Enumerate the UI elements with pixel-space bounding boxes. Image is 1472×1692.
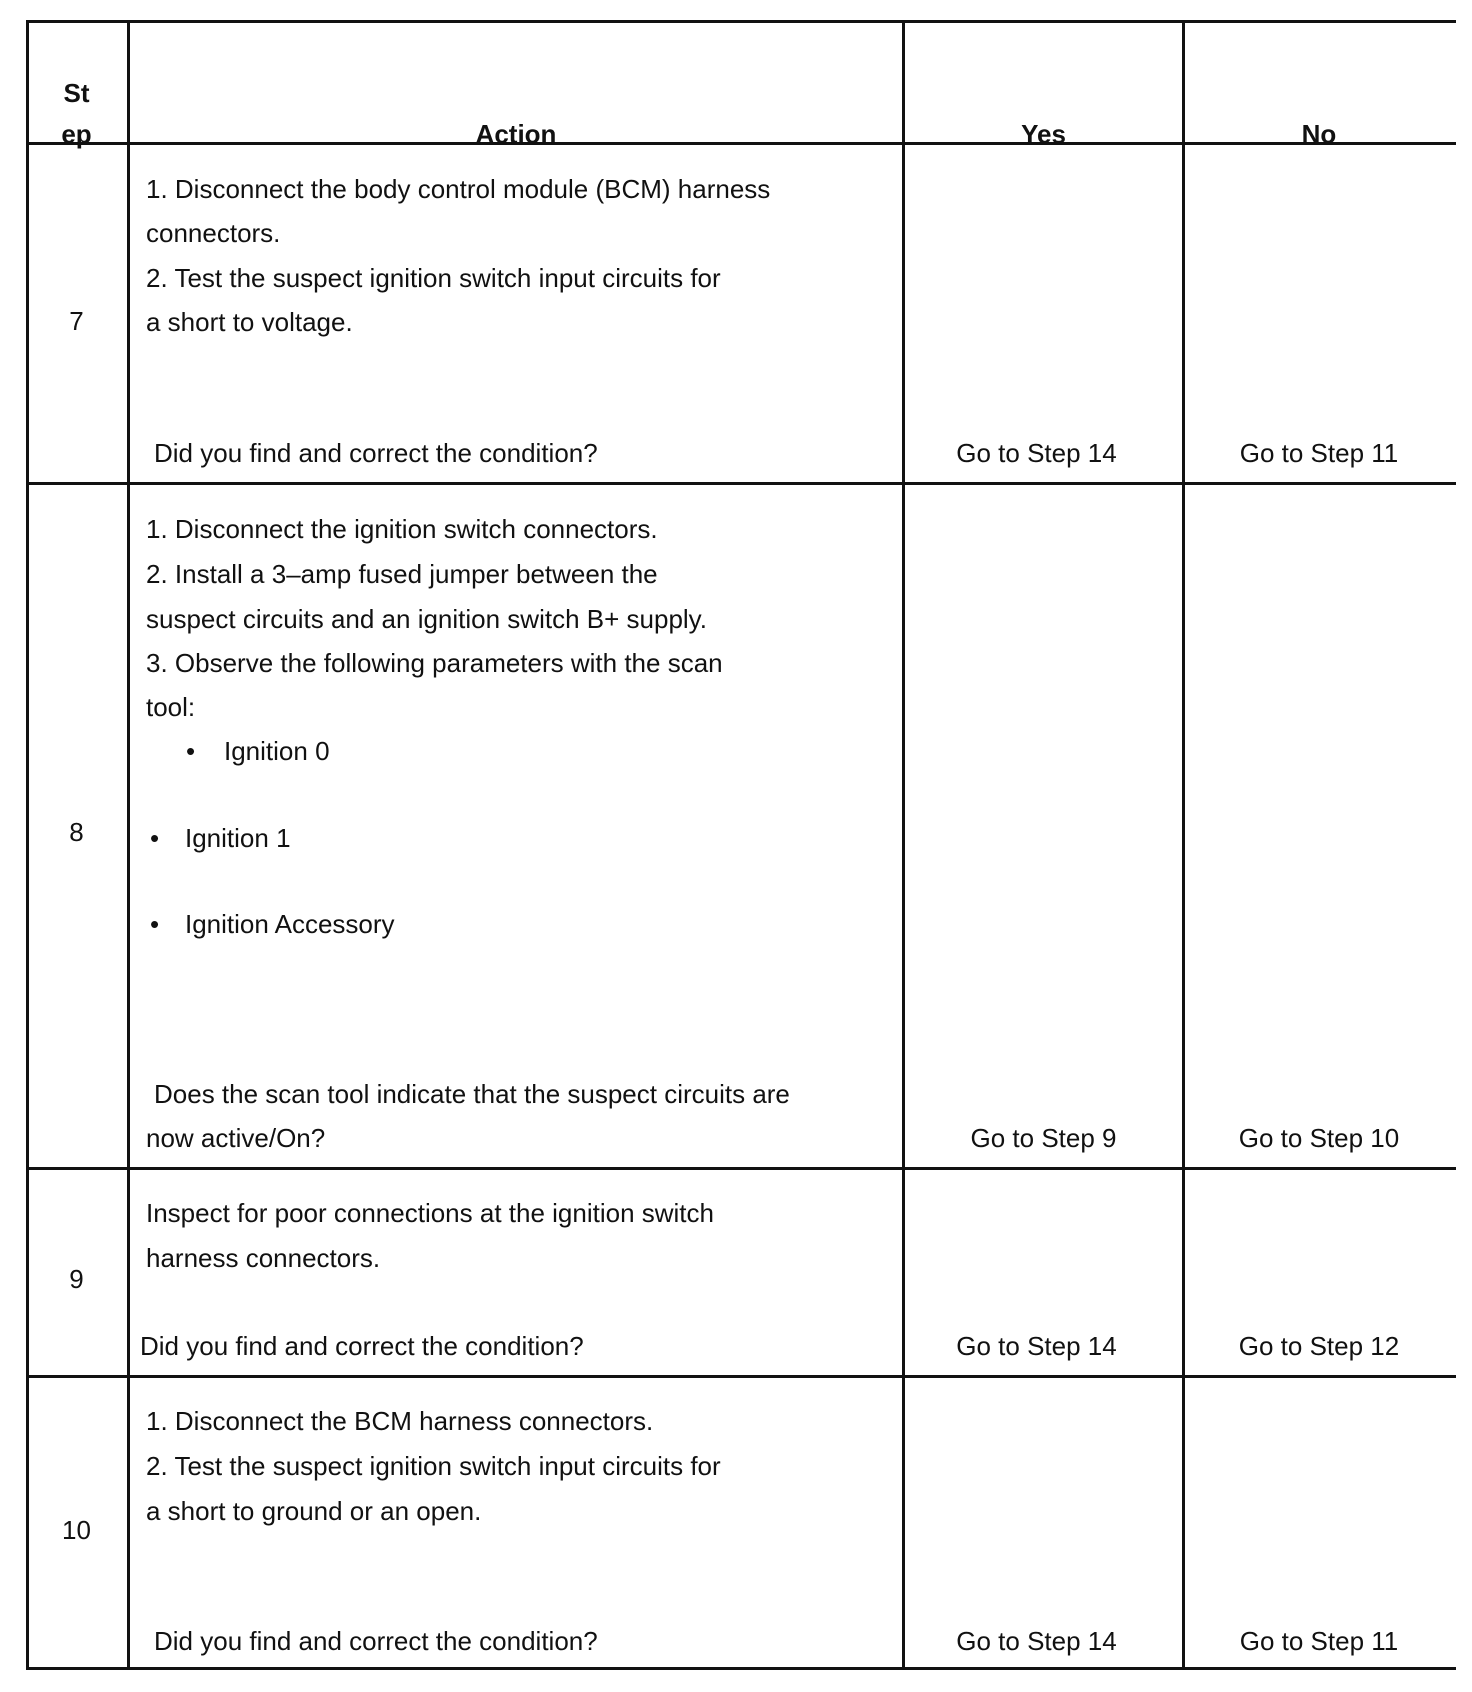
bullet-item: Ignition 0 bbox=[224, 736, 330, 766]
no-result: Go to Step 11 bbox=[1239, 1626, 1399, 1656]
action-line: 1. Disconnect the ignition switch connectors. bbox=[146, 514, 658, 544]
action-line: 1. Disconnect the body control module (BCM) harness bbox=[146, 174, 771, 204]
bullet-item: Ignition Accessory bbox=[185, 909, 395, 939]
action-line: 1. Disconnect the BCM harness connectors. bbox=[146, 1406, 654, 1436]
header-yes: Yes bbox=[1021, 119, 1066, 149]
yes-result: Go to Step 14 bbox=[956, 438, 1117, 468]
table-border-top bbox=[26, 20, 1456, 23]
column-divider bbox=[127, 20, 130, 1670]
no-result: Go to Step 12 bbox=[1238, 1331, 1400, 1361]
step-number: 8 bbox=[69, 817, 84, 847]
action-line: a short to voltage. bbox=[146, 307, 353, 337]
action-line: Inspect for poor connections at the ignition switch bbox=[146, 1198, 714, 1228]
bullet-glyph: • bbox=[186, 736, 196, 766]
column-divider bbox=[902, 20, 905, 1670]
header-action: Action bbox=[475, 119, 557, 149]
row-divider bbox=[26, 482, 1456, 485]
table-border-bottom bbox=[26, 1667, 1456, 1670]
row-divider bbox=[26, 1167, 1456, 1170]
action-line: 2. Install a 3–amp fused jumper between the bbox=[146, 559, 658, 589]
bullet-glyph: • bbox=[150, 823, 160, 853]
yes-result: Go to Step 9 bbox=[970, 1123, 1117, 1153]
no-result: Go to Step 11 bbox=[1239, 438, 1399, 468]
step-number: 9 bbox=[69, 1264, 84, 1294]
step-number: 10 bbox=[62, 1515, 91, 1545]
action-line: a short to ground or an open. bbox=[146, 1496, 482, 1526]
no-result: Go to Step 10 bbox=[1238, 1123, 1400, 1153]
action-line: 3. Observe the following parameters with the scan bbox=[146, 648, 723, 678]
header-step-line1: St bbox=[63, 78, 90, 108]
diagnostic-table bbox=[26, 20, 1456, 1670]
action-line: connectors. bbox=[146, 218, 281, 248]
action-line: harness connectors. bbox=[146, 1243, 381, 1273]
row-divider bbox=[26, 1375, 1456, 1378]
action-line: 2. Test the suspect ignition switch input circuits for bbox=[146, 263, 721, 293]
action-question: Did you find and correct the condition? bbox=[140, 1331, 584, 1361]
action-line: suspect circuits and an ignition switch B+ supply. bbox=[146, 604, 707, 634]
column-divider bbox=[1182, 20, 1185, 1670]
header-no: No bbox=[1301, 119, 1337, 149]
action-question-line: now active/On? bbox=[146, 1123, 326, 1153]
action-line: 2. Test the suspect ignition switch input circuits for bbox=[146, 1451, 721, 1481]
step-number: 7 bbox=[69, 306, 84, 336]
bullet-glyph: • bbox=[150, 909, 160, 939]
action-line: tool: bbox=[146, 692, 196, 722]
bullet-item: Ignition 1 bbox=[185, 823, 291, 853]
action-question: Did you find and correct the condition? bbox=[154, 1626, 598, 1656]
action-question-line: Does the scan tool indicate that the suspect circuits are bbox=[154, 1079, 790, 1109]
yes-result: Go to Step 14 bbox=[956, 1626, 1117, 1656]
header-step-line2: ep bbox=[61, 119, 92, 149]
action-question: Did you find and correct the condition? bbox=[154, 438, 598, 468]
yes-result: Go to Step 14 bbox=[956, 1331, 1117, 1361]
